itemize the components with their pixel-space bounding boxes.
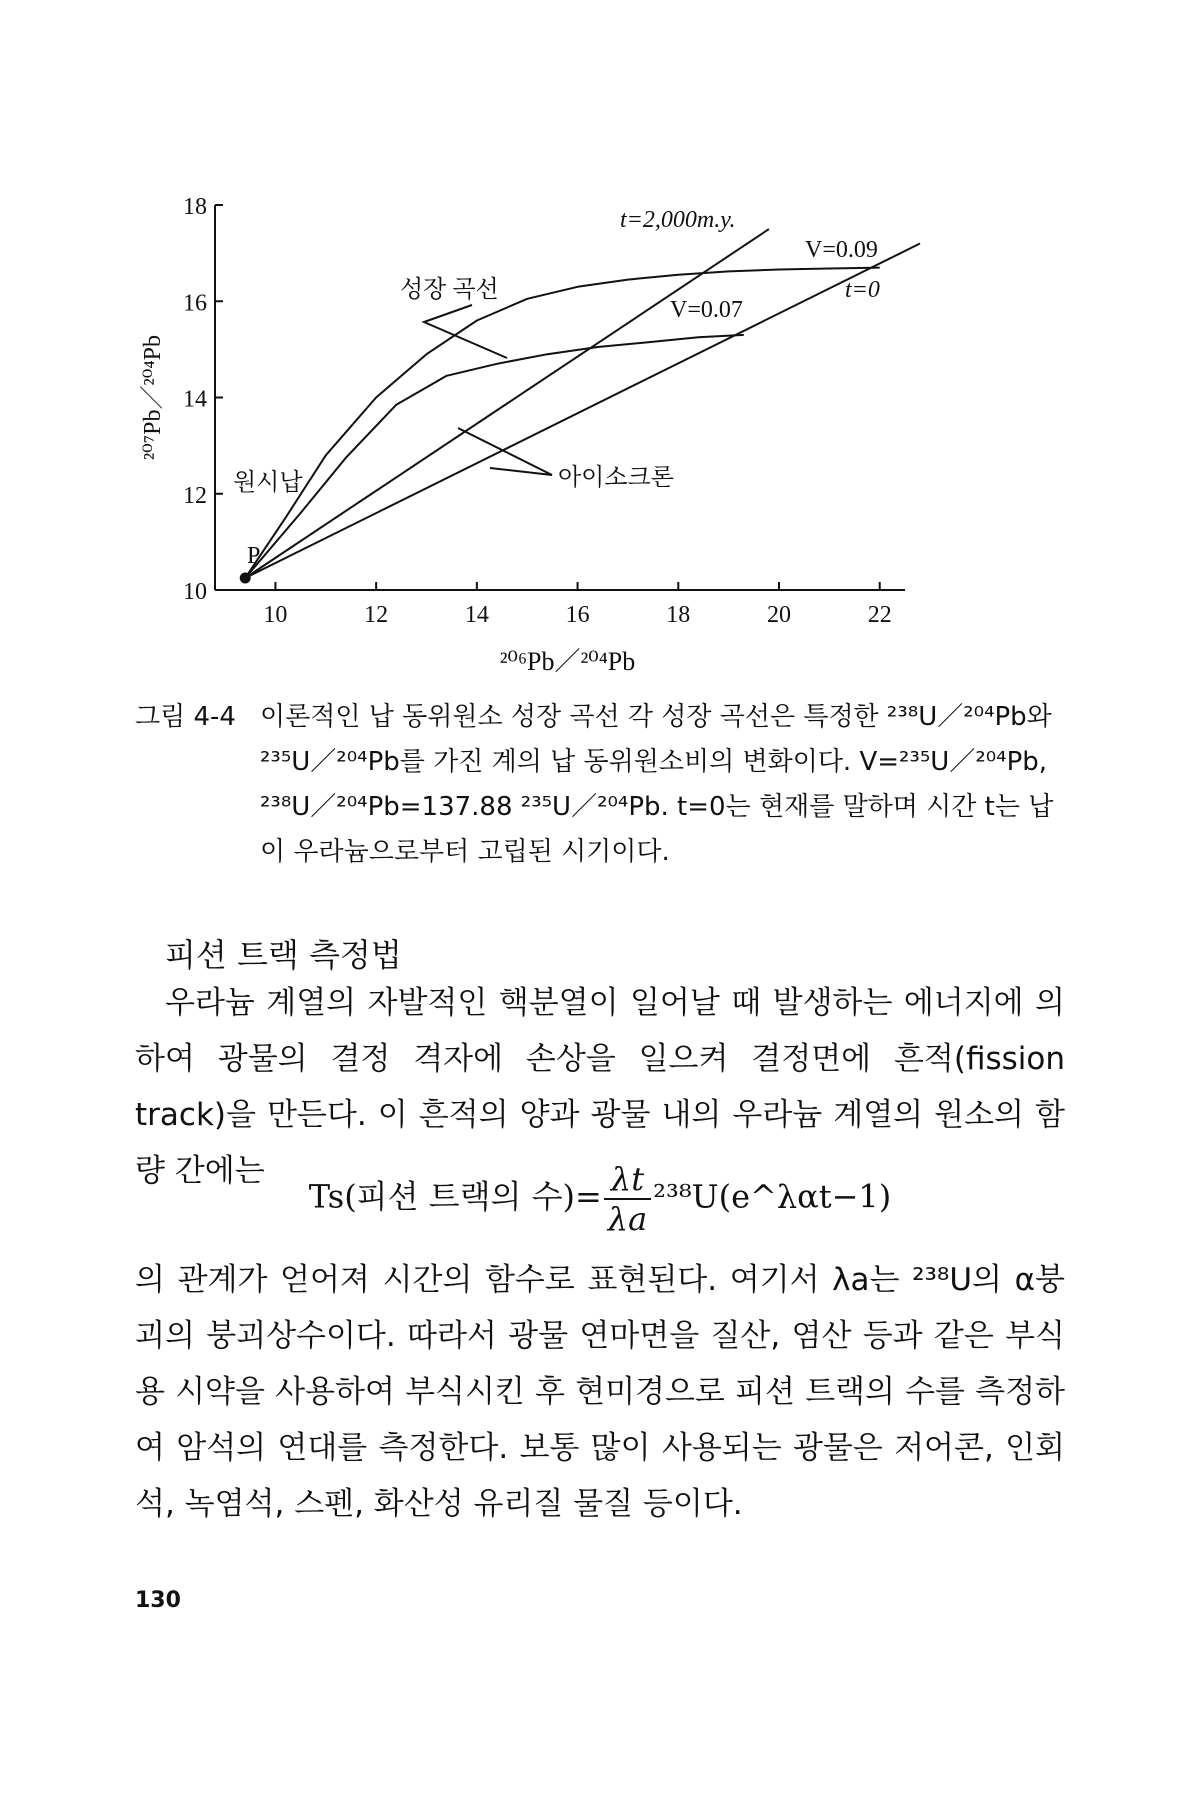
- y-tick-label: 16: [183, 290, 207, 317]
- equation-rhs: ²³⁸U(e^λαt−1): [653, 1177, 892, 1216]
- y-tick-label: 18: [183, 194, 207, 220]
- point-p-label: P: [247, 543, 261, 569]
- x-tick-label: 10: [263, 602, 288, 628]
- y-tick-label: 12: [183, 482, 207, 509]
- label-v007: V=0.07: [670, 297, 743, 323]
- paragraph-2: [135, 1252, 1065, 1532]
- chart-series: [240, 229, 920, 583]
- caption-text: 이론적인 납 동위원소 성장 곡선 각 성장 곡선은 특정한 ²³⁸U／²⁰⁴Pb와 ²³⁵U／²⁰⁴Pb를 가진 계의 납 동위원소비의 변화이다. V=²³⁵U／²⁰⁴Pb, ²³⁸U／²⁰⁴Pb=137.88 ²³⁵U／²⁰⁴Pb. t=0는 현재를 말하며 시간 t는 납이 우라늄으로부터 고립된 시기이다.: [260, 702, 1054, 867]
- x-tick-label: 20: [767, 602, 791, 628]
- isochron-pointer: [458, 428, 552, 475]
- equation-lhs: Ts(피션 트랙의 수)=: [308, 1177, 602, 1216]
- lead-isotope-chart: [0, 0, 1200, 690]
- x-axis-label: ²⁰⁶Pb／²⁰⁴Pb: [499, 647, 636, 676]
- y-tick-label: 10: [183, 579, 207, 605]
- x-tick-label: 14: [464, 602, 489, 628]
- label-v009: V=0.09: [805, 237, 878, 263]
- x-tick-label: 18: [666, 602, 691, 628]
- x-tick-label: 16: [565, 602, 590, 628]
- chart-ticks: [140, 194, 892, 676]
- label-t2000: t=2,000m.y.: [620, 207, 736, 233]
- label-growth-curve: 성장 곡선: [400, 277, 499, 303]
- label-t0: t=0: [845, 277, 880, 303]
- label-isochron: 아이소크론: [558, 465, 674, 491]
- section-title: 피션 트랙 측정법: [165, 936, 402, 974]
- y-axis-label: ²⁰⁷Pb／²⁰⁴Pb: [140, 334, 166, 461]
- figure-caption: [135, 695, 1065, 875]
- equation-fraction: [604, 1160, 651, 1238]
- point-p-marker: [240, 572, 251, 583]
- caption-label: 그림 4-4: [135, 702, 236, 732]
- y-tick-label: 14: [183, 386, 207, 413]
- paragraph-1-text: 우라늄 계열의 자발적인 핵분열이 일어날 때 발생하는 에너지에 의하여 광물의 결정 격자에 손상을 일으켜 결정면에 흔적(fission track)을 만든다. 이 흔적의 양과 광물 내의 우라늄 계열의 원소의 함량 간에는: [135, 985, 1065, 1189]
- chart-annotations: [233, 207, 880, 569]
- isochron-t0: [245, 244, 920, 579]
- x-tick-label: 12: [364, 602, 389, 628]
- equation-denominator: λa: [607, 1200, 648, 1238]
- isochron-t2000: [245, 229, 769, 578]
- fission-track-equation: [130, 1160, 1070, 1238]
- chart-axes: [215, 205, 905, 590]
- equation-numerator: λt: [604, 1160, 651, 1200]
- x-tick-label: 22: [867, 602, 892, 628]
- page-number: 130: [135, 1588, 181, 1613]
- label-primordial-lead: 원시납: [233, 470, 303, 496]
- paragraph-2-text: 의 관계가 얻어져 시간의 함수로 표현된다. 여기서 λa는 ²³⁸U의 α붕괴의 붕괴상수이다. 따라서 광물 연마면을 질산, 염산 등과 같은 부식용 시약을 사용하여 부식시킨 후 현미경으로 피션 트랙의 수를 측정하여 암석의 연대를 측정한다. 보통 많이 사용되는 광물은 저어콘, 인회석, 녹염석, 스펜, 화산성 유리질 물질 등이다.: [135, 1262, 1065, 1522]
